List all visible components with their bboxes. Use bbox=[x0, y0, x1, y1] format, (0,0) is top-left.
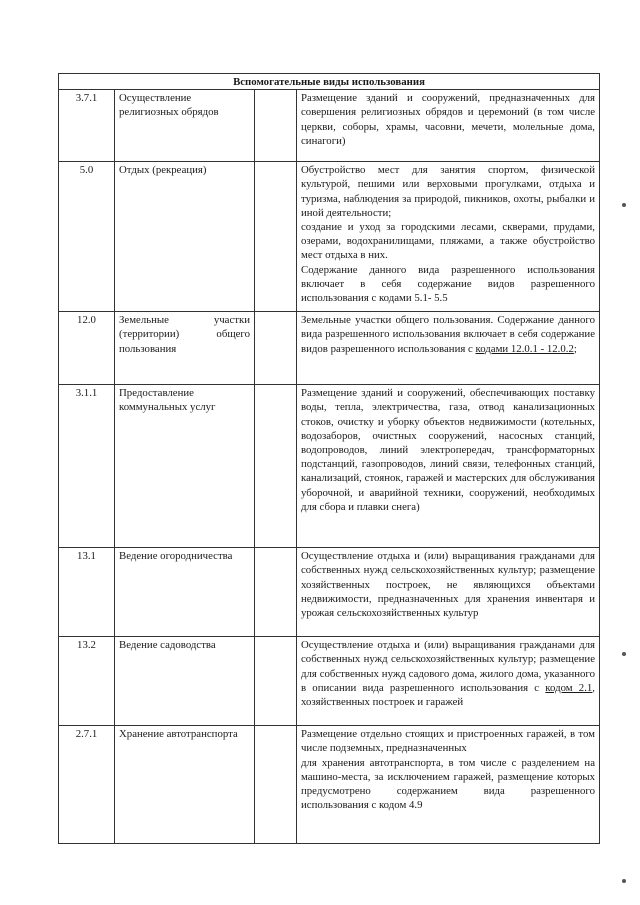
table-row bbox=[59, 726, 600, 844]
row-code: 12.0 bbox=[59, 312, 115, 385]
code-reference: кодами 12.0.1 - 12.0.2 bbox=[475, 342, 574, 355]
empty-cell bbox=[255, 90, 297, 162]
row-name: Земельные участки (территории) общего пользования bbox=[115, 312, 255, 385]
description-text: Земельные участки общего пользования. Содержание данного вида разрешенного использования включает в себя содержание видов разрешенного использования с bbox=[301, 314, 595, 355]
table-title-row bbox=[59, 74, 600, 90]
row-code: 2.7.1 bbox=[59, 726, 115, 844]
table-row bbox=[59, 162, 600, 312]
scan-speck bbox=[622, 652, 626, 656]
row-description bbox=[297, 312, 600, 385]
row-code: 13.2 bbox=[59, 637, 115, 726]
row-name: Отдых (рекреация) bbox=[115, 162, 255, 312]
row-name: Хранение автотранспорта bbox=[115, 726, 255, 844]
empty-cell bbox=[255, 162, 297, 312]
row-description bbox=[297, 162, 600, 312]
row-description bbox=[297, 726, 600, 844]
row-description: Размещение зданий и сооружений, обеспечивающих поставку воды, тепла, электричества, газа, отвод канализационных стоков, очистку и уборку объектов недвижимости (котельных, водозаборов, очистных сооружений, насосных станций, водопроводов, линий электропередач, трансформаторных подстанций, газопроводов, линий связи, телефонных станций, канализаций, стоянок, гаражей и мастерских для обслуживания уборочной, и аварийной техники, сооружений, необходимых для сбора и плавки снега) bbox=[297, 385, 600, 548]
description-paragraph: Обустройство мест для занятия спортом, физической культурой, пешими или верховыми прогулками, отдыха и туризма, наблюдения за природой, пикников, охоты, рыбалки и иной деятельности; bbox=[301, 164, 595, 219]
empty-cell bbox=[255, 385, 297, 548]
document-page bbox=[58, 73, 599, 844]
description-paragraph: для хранения автотранспорта, в том числе с разделением на машино-места, за исключением гаражей, размещение которых предусмотрено содержанием вида разрешенного использования с кодом 4.9 bbox=[301, 756, 595, 812]
empty-cell bbox=[255, 637, 297, 726]
row-code: 3.7.1 bbox=[59, 90, 115, 162]
empty-cell bbox=[255, 726, 297, 844]
description-text: ; bbox=[573, 342, 577, 355]
table-row bbox=[59, 548, 600, 637]
row-name: Предоставление коммунальных услуг bbox=[115, 385, 255, 548]
table-row bbox=[59, 312, 600, 385]
table-title: Вспомогательные виды использования bbox=[59, 74, 600, 90]
empty-cell bbox=[255, 548, 297, 637]
empty-cell bbox=[255, 312, 297, 385]
row-code: 3.1.1 bbox=[59, 385, 115, 548]
code-reference: кодом 2.1 bbox=[545, 681, 593, 694]
table-row bbox=[59, 385, 600, 548]
row-code: 5.0 bbox=[59, 162, 115, 312]
row-name: Осуществление религиозных обрядов bbox=[115, 90, 255, 162]
description-paragraph: Размещение отдельно стоящих и пристроенных гаражей, в том числе подземных, предназначенных bbox=[301, 728, 595, 755]
description-paragraph: создание и уход за городскими лесами, скверами, прудами, озерами, водохранилищами, пляжами, а также обустройство мест отдыха в них. bbox=[301, 221, 595, 262]
land-use-table bbox=[58, 73, 600, 844]
table-row bbox=[59, 90, 600, 162]
row-name: Ведение огородничества bbox=[115, 548, 255, 637]
scan-speck bbox=[622, 879, 626, 883]
row-description bbox=[297, 637, 600, 726]
description-text: Осуществление отдыха и (или) выращивания гражданами для собственных нужд сельскохозяйственных культур; размещение для собственных нужд садового дома, жилого дома, указанного в описании вида разрешенного использования с bbox=[301, 639, 595, 694]
description-paragraph: Содержание данного вида разрешенного использования включает в себя содержание видов разрешенного использования с кодами 5.1- 5.5 bbox=[301, 263, 595, 305]
description-text: , хозяйственных построек и гаражей bbox=[301, 681, 595, 709]
row-code: 13.1 bbox=[59, 548, 115, 637]
row-name: Ведение садоводства bbox=[115, 637, 255, 726]
row-description: Осуществление отдыха и (или) выращивания гражданами для собственных нужд сельскохозяйственных культур; размещение хозяйственных построек, не являющихся объектами недвижимости, предназначенных для хранения инвентаря и урожая сельскохозяйственных культур bbox=[297, 548, 600, 637]
row-description: Размещение зданий и сооружений, предназначенных для совершения религиозных обрядов и церемоний (в том числе церкви, соборы, храмы, часовни, мечети, молельные дома, синагоги) bbox=[297, 90, 600, 162]
table-row bbox=[59, 637, 600, 726]
scan-speck bbox=[622, 203, 626, 207]
